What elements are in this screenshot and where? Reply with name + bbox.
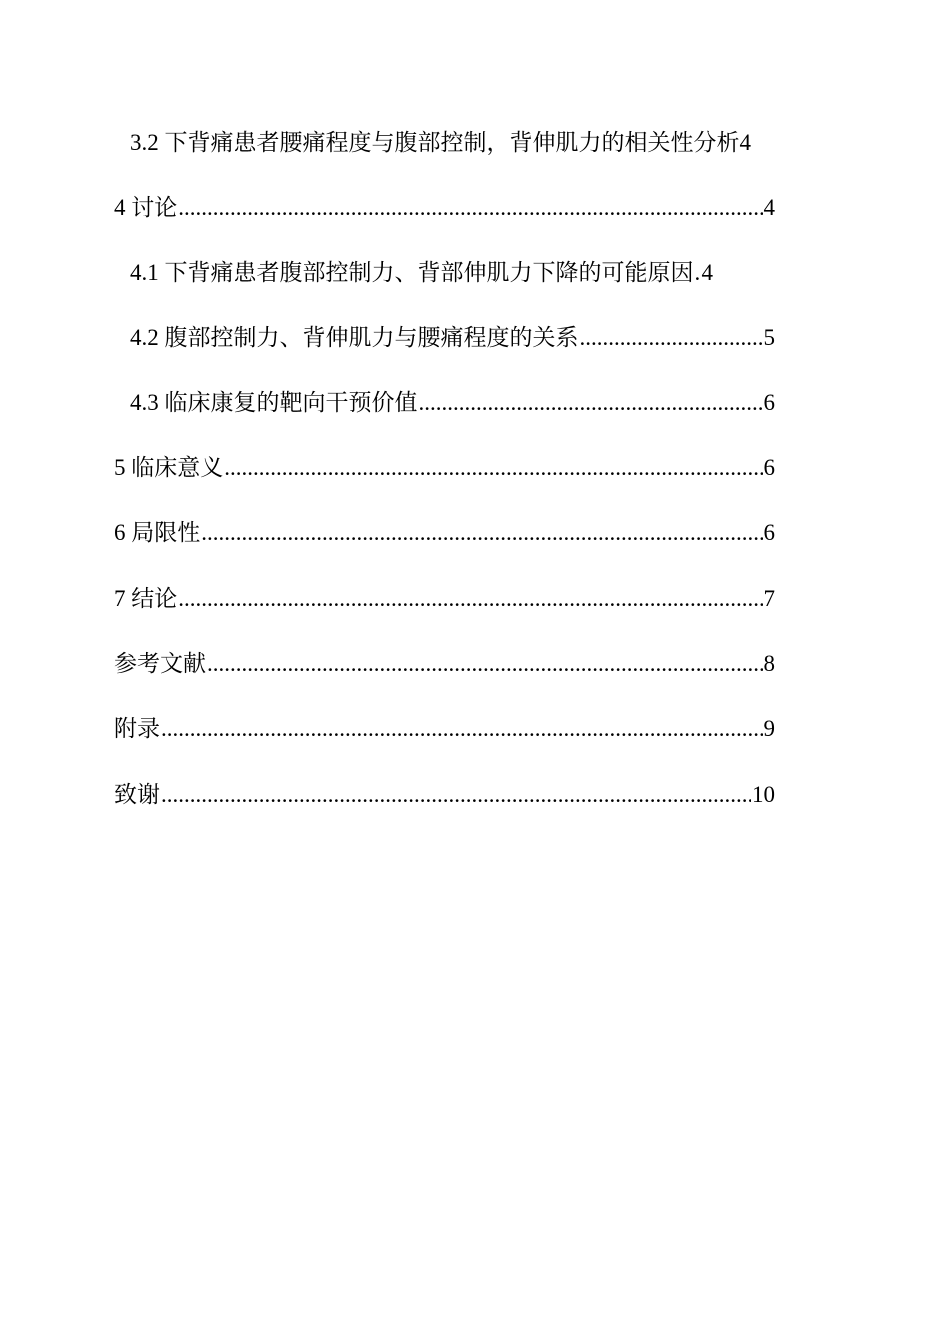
toc-entry-title: 4.1 下背痛患者腹部控制力、背部伸肌力下降的可能原因 <box>130 260 694 285</box>
toc-entry-page: 4 <box>739 130 751 155</box>
toc-entry-page: 5 <box>763 325 775 350</box>
toc-entry-references[interactable] <box>114 645 775 679</box>
toc-entry-title: 3.2 下背痛患者腰痛程度与腹部控制，背伸肌力的相关性分析 <box>130 130 740 155</box>
toc-dot-leader <box>207 651 763 677</box>
toc-entry-page: 9 <box>763 716 775 741</box>
toc-dot-leader <box>419 390 763 416</box>
toc-entry-4-2[interactable] <box>130 319 775 353</box>
toc-entry-4-3[interactable] <box>130 384 775 418</box>
toc-entry-page: 6 <box>763 390 775 415</box>
toc-entry-6[interactable] <box>114 514 775 548</box>
toc-entry-title: 附录 <box>114 716 160 741</box>
toc-dot-leader <box>224 455 762 481</box>
toc-entry-title: 4.2 腹部控制力、背伸肌力与腰痛程度的关系 <box>130 325 579 350</box>
toc-entry-4[interactable] <box>114 189 775 223</box>
toc-entry-page: 6 <box>763 455 775 480</box>
toc-entry-4-1[interactable] <box>130 254 775 288</box>
toc-dot-leader <box>161 782 751 808</box>
toc-entry-page: 8 <box>763 651 775 676</box>
toc-entry-appendix[interactable] <box>114 710 775 744</box>
toc-entry-title: 参考文献 <box>114 651 206 676</box>
toc-entry-page: 7 <box>763 586 775 611</box>
toc-dot-leader <box>178 195 762 221</box>
toc-entry-title: 4.3 临床康复的靶向干预价值 <box>130 390 418 415</box>
toc-dot-leader <box>178 586 762 612</box>
toc-entry-5[interactable] <box>114 449 775 483</box>
toc-dot-leader <box>201 520 762 546</box>
toc-dot-leader <box>695 260 701 286</box>
toc-entry-page: 10 <box>752 782 775 807</box>
toc-entry-title: 致谢 <box>114 782 160 807</box>
toc-entry-7[interactable] <box>114 580 775 614</box>
toc-entry-title: 5 临床意义 <box>114 455 224 480</box>
toc-dot-leader <box>161 716 763 742</box>
toc-entry-title: 4 讨论 <box>114 195 178 220</box>
toc-entry-page: 4 <box>763 195 775 220</box>
toc-entry-title: 7 结论 <box>114 586 178 611</box>
toc-entry-page: 4 <box>701 260 713 285</box>
toc-entry-title: 6 局限性 <box>114 520 201 545</box>
toc-entry-acknowledgements[interactable] <box>114 776 775 810</box>
toc-entry-3-2[interactable] <box>130 124 847 158</box>
toc-entry-page: 6 <box>763 520 775 545</box>
toc-dot-leader <box>580 325 763 351</box>
